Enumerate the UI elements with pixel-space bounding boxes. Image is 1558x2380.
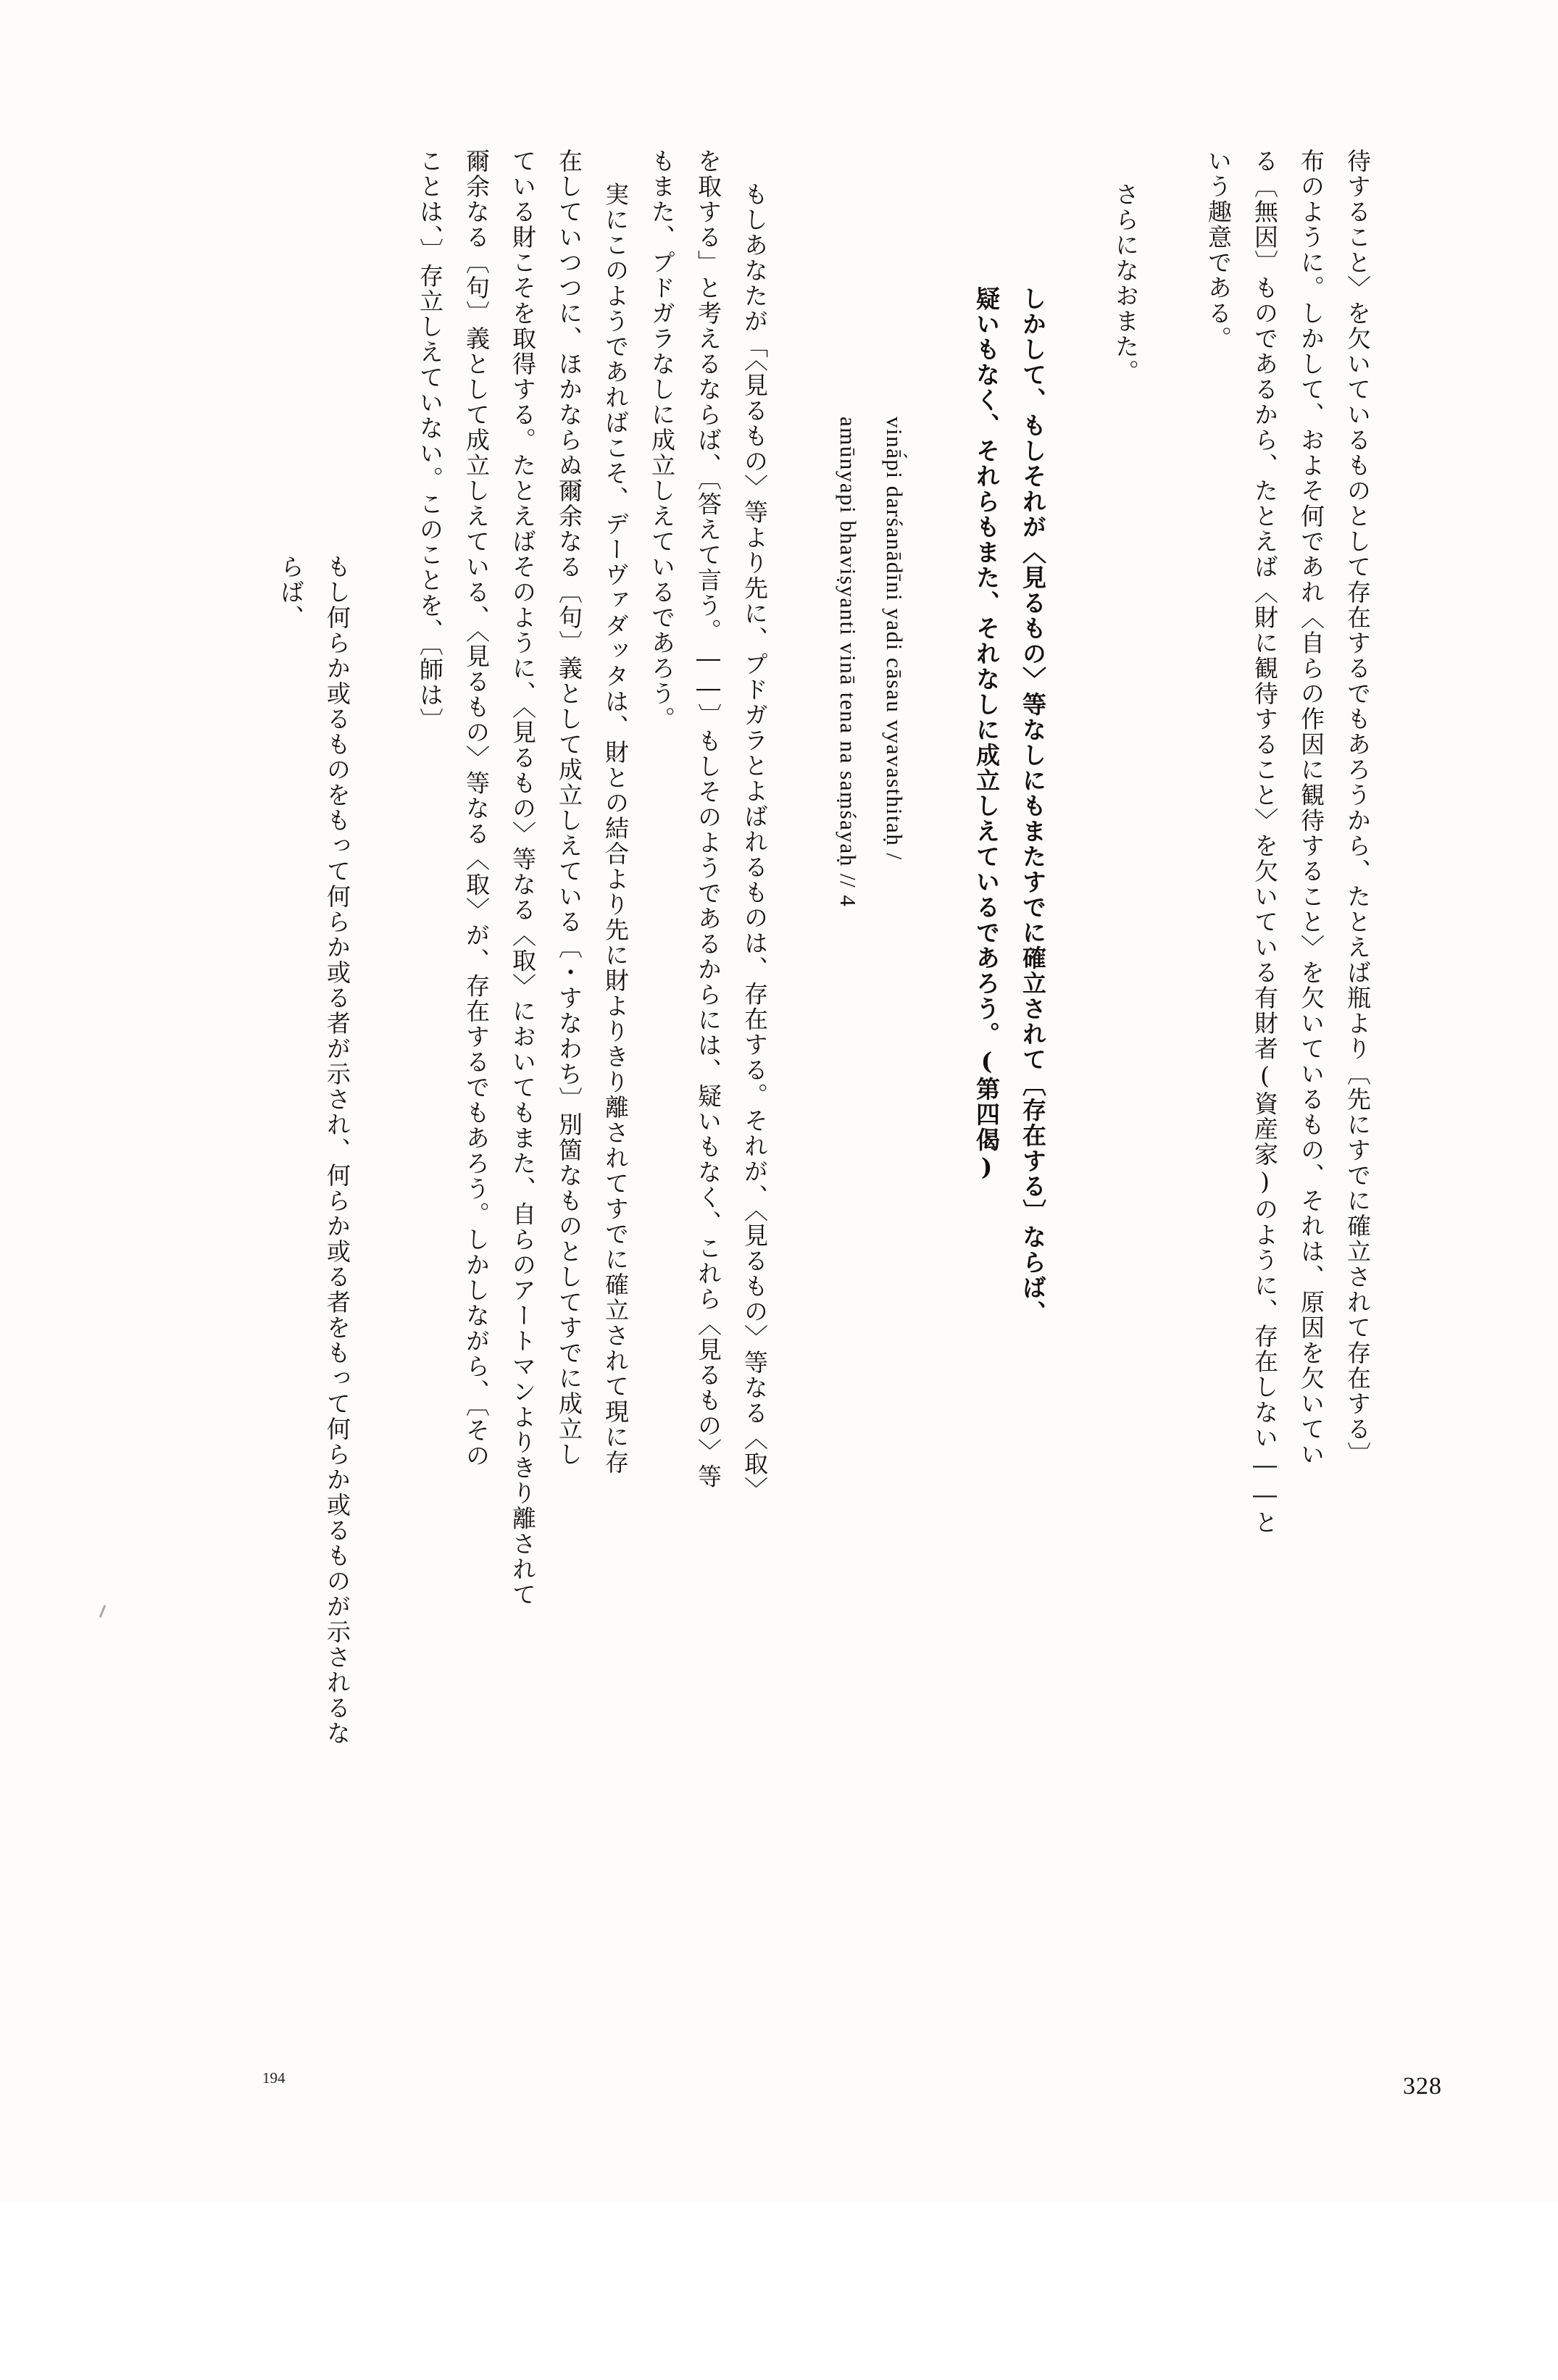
text-column: もまた、プドガラなしに成立しえているであろう。 [648, 149, 676, 732]
text-column: 在していつつに、ほかならぬ爾余なる〔句〕義として成立しえている〔・すなわち〕別箇なものとしてすでに成立し [555, 149, 583, 1467]
text-column: ている財こそを取得する。たとえばそのように、〈見るもの〉等なる〈取〉においてもまた、自らのアートマンよりきり離されて [509, 149, 537, 1608]
verse-line: 疑いもなく、それらもまた、それなしに成立しえているであろう。(第四偈) [972, 286, 1001, 1182]
sanskrit-line: amūnyapi bhaviṣyanti vinā tena na saṃśayaḥ // 4 [836, 417, 861, 908]
text-column: 待すること〉を欠いているものとして存在するでもあろうから、たとえば瓶より〔先にすでに確立されて存在する〕 [1344, 149, 1372, 1467]
text-column: を取する」と考えるならば、〔答えて言う。――〕もしそのようであるからには、疑いもなく、これら〈見るもの〉等 [694, 149, 722, 1490]
text-column-blank [349, 149, 396, 1974]
text-column-blank [767, 149, 813, 1974]
text-column: 爾余なる〔句〕義として成立しえている、〈見るもの〉等なる〈取〉が、存在するでもあろう。しかしながら、〔その [462, 149, 491, 1469]
page-number-outer: 328 [1403, 2073, 1442, 2100]
text-column: もし何らか或るものをもって何らか或る者が示され、何らか或る者をもって何らか或るものが示されるな [323, 554, 351, 1746]
text-column-blank [906, 149, 952, 1974]
vertical-text-body [181, 149, 1370, 2003]
text-column-blank [1045, 149, 1091, 1974]
text-column: らば、 [277, 554, 305, 630]
text-column: る〔無因〕ものであるから、たとえば〈財に観待すること〉を欠いている有財者(資産家)のように、存在しない――と [1251, 149, 1279, 1535]
text-column: 布のように。しかして、およそ何であれ〈自らの作因に観待すること〉を欠いているもの、それは、原因を欠いてい [1297, 149, 1325, 1467]
sanskrit-line: vinā́pi darśanādīni yadi cāsau vyavasthitaḥ / [882, 417, 907, 861]
text-column: さらになおまた。 [1112, 182, 1140, 385]
text-column: いう趣意である。 [1204, 149, 1233, 351]
text-column: 実にこのようであればこそ、デーヴァダッタは、財との結合より先に財よりきり離されてすでに確立されて現に存 [601, 182, 630, 1475]
scan-artifact [99, 1605, 107, 1618]
text-column-blank [1138, 149, 1184, 1974]
page-number-inner: 194 [262, 2069, 286, 2087]
verse-line: しかして、もしそれが〈見るもの〉等なしにもまたすでに確立されて〔存在する〕ならば、 [1019, 286, 1047, 1326]
text-column: ことは、〕存立しえていない。このことを、〔師は〕 [416, 149, 444, 733]
text-column: もしあなたが「〈見るもの〉等より先に、プドガラとよばれるものは、存在する。それが、〈見るもの〉等なる〈取〉 [741, 182, 769, 1502]
